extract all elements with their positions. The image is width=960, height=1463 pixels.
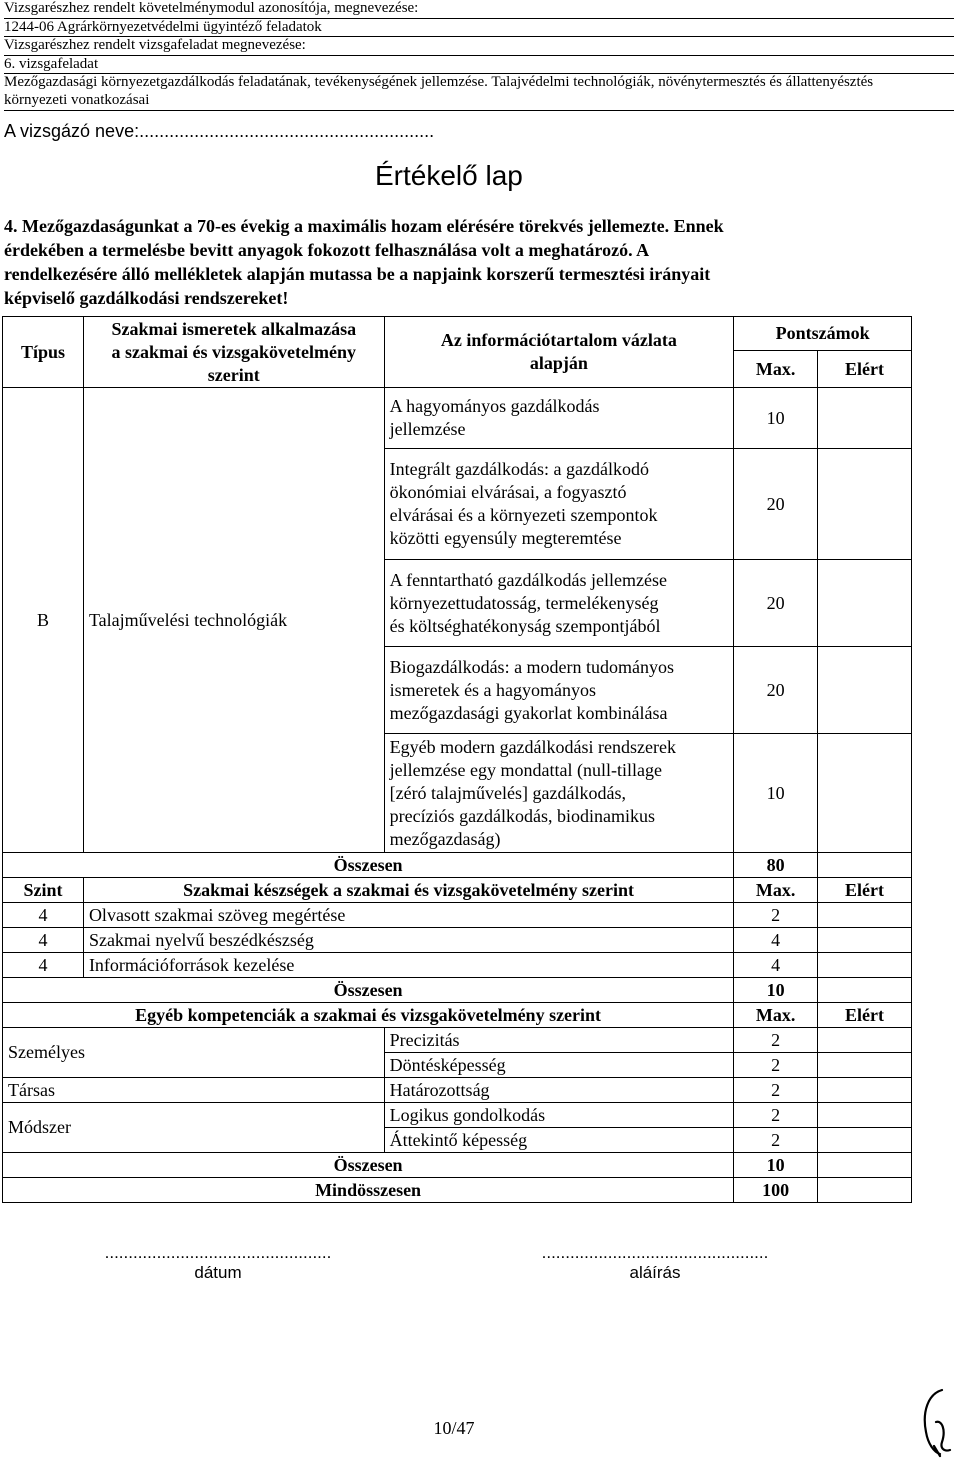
- header-line: Vizsgarészhez rendelt vizsgafeladat megnevezése:: [4, 37, 306, 54]
- max-points: 20: [734, 449, 818, 560]
- skills-header-achieved: Elért: [818, 878, 912, 903]
- competencies-header-title: Egyéb kompetenciák a szakmai és vizsgakövetelmény szerint: [3, 1003, 734, 1028]
- competency-name: Logikus gondolkodás: [384, 1103, 734, 1128]
- col-header-line: Szakmai ismeretek alkalmazása: [111, 318, 357, 339]
- competency-max: 2: [734, 1053, 818, 1078]
- sum-label: Összesen: [3, 853, 734, 878]
- date-block: [88, 1243, 348, 1283]
- info-line: elvárásai és a környezeti szempontok: [389, 505, 658, 525]
- task-description: [4, 214, 906, 310]
- grand-total-label: Mindösszesen: [3, 1178, 734, 1203]
- competency-name: Döntésképesség: [384, 1053, 734, 1078]
- info-item: [384, 734, 734, 853]
- skill-name: Szakmai nyelvű beszédkészség: [83, 928, 733, 953]
- info-line: Egyéb modern gazdálkodási rendszerek: [389, 736, 676, 757]
- skill-level: 4: [3, 953, 84, 978]
- info-line: mezőgazdaság): [389, 828, 501, 849]
- info-line: környezettudatosság, termelékenység: [389, 592, 659, 613]
- skills-header-level: Szint: [3, 878, 84, 903]
- skills-header-max: Max.: [734, 878, 818, 903]
- date-line[interactable]: ................................................: [104, 1243, 332, 1262]
- skills-header-title: Szakmai készségek a szakmai és vizsgakövetelmény szerint: [83, 878, 733, 903]
- skill-max: 2: [734, 903, 818, 928]
- achieved-points-cell[interactable]: [818, 734, 912, 853]
- candidate-name-field: A vizsgázó neve:...........................................................: [4, 121, 435, 141]
- header-line: 1244-06 Agrárkörnyezetvédelmi ügyintéző feladatok: [4, 18, 322, 35]
- info-line: Integrált gazdálkodás: a gazdálkodó: [389, 459, 649, 479]
- competencies-header-max: Max.: [734, 1003, 818, 1028]
- competency-name: Precizitás: [384, 1028, 734, 1053]
- task-line: 4. Mezőgazdaságunkat a 70-es évekig a maximális hozam elérésére törekvés jellemezte. Ennek: [4, 216, 724, 236]
- skill-max: 4: [734, 953, 818, 978]
- signature-label: aláírás: [629, 1263, 681, 1282]
- col-header-achieved: Elért: [818, 351, 912, 388]
- info-line: Biogazdálkodás: a modern tudományos: [389, 656, 675, 677]
- competency-group-method: Módszer: [3, 1103, 385, 1153]
- skill-level: 4: [3, 903, 84, 928]
- sum-achieved-cell[interactable]: [818, 978, 912, 1003]
- page-number: 10/47: [433, 1418, 475, 1438]
- col-header-knowledge: [83, 317, 384, 388]
- info-line: jellemzése: [389, 419, 466, 439]
- competencies-header-achieved: Elért: [818, 1003, 912, 1028]
- sum-achieved-cell[interactable]: [818, 853, 912, 878]
- evaluation-table: [2, 316, 912, 1203]
- max-points: 10: [734, 388, 818, 449]
- info-line: ökonómiai elvárásai, a fogyasztó: [389, 482, 627, 502]
- col-header-type: Típus: [3, 317, 84, 388]
- info-line: és költséghatékonyság szempontjából: [389, 615, 661, 636]
- task-line: rendelkezésére álló mellékletek alapján mutassa be a napjaink korszerű termesztési irányait: [4, 264, 711, 284]
- skill-achieved-cell[interactable]: [818, 953, 912, 978]
- sum-label: Összesen: [3, 978, 734, 1003]
- max-points: 20: [734, 647, 818, 734]
- achieved-points-cell[interactable]: [818, 388, 912, 449]
- achieved-points-cell[interactable]: [818, 560, 912, 647]
- grand-total-achieved-cell[interactable]: [818, 1178, 912, 1203]
- sum-max: 80: [734, 853, 818, 878]
- sum-achieved-cell[interactable]: [818, 1153, 912, 1178]
- signature-line[interactable]: ................................................: [541, 1243, 769, 1262]
- info-line: közötti egyensúly megteremtése: [389, 528, 622, 548]
- skill-max: 4: [734, 928, 818, 953]
- info-line: ismeretek és a hagyományos: [389, 679, 597, 700]
- competency-name: Áttekintő képesség: [384, 1128, 734, 1153]
- info-item: [384, 388, 734, 449]
- col-header-line: szerint: [207, 364, 260, 385]
- type-name: Talajművelési technológiák: [83, 388, 384, 853]
- competency-achieved-cell[interactable]: [818, 1028, 912, 1053]
- info-line: jellemzése egy mondattal (null-tillage: [389, 759, 662, 780]
- signature-block: [525, 1243, 785, 1283]
- info-item: [384, 449, 734, 560]
- task-line: érdekében a termelésbe bevitt anyagok fokozott felhasználása volt a meghatározó. A: [4, 240, 650, 260]
- competency-max: 2: [734, 1078, 818, 1103]
- page-title: Értékelő lap: [375, 160, 523, 191]
- info-item: [384, 560, 734, 647]
- col-header-line: Az információtartalom vázlata: [440, 330, 677, 350]
- skill-achieved-cell[interactable]: [818, 928, 912, 953]
- col-header-max: Max.: [734, 351, 818, 388]
- task-line: képviselő gazdálkodási rendszereket!: [4, 288, 289, 308]
- competency-achieved-cell[interactable]: [818, 1053, 912, 1078]
- sum-max: 10: [734, 1153, 818, 1178]
- date-label: dátum: [194, 1263, 242, 1282]
- max-points: 20: [734, 560, 818, 647]
- col-header-info: [384, 317, 734, 388]
- col-header-points: Pontszámok: [734, 317, 912, 351]
- competency-group-personal: Személyes: [3, 1028, 385, 1078]
- info-line: [zéró talajművelés] gazdálkodás,: [389, 782, 626, 803]
- achieved-points-cell[interactable]: [818, 647, 912, 734]
- header-line: környezeti vonatkozásai: [4, 91, 150, 108]
- col-header-line: alapján: [529, 353, 588, 373]
- header-line: 6. vizsgafeladat: [4, 55, 99, 72]
- handwritten-initial-icon: [918, 1386, 954, 1458]
- header-line: Mezőgazdasági környezetgazdálkodás feladatának, tevékenységének jellemzése. Talajvédelmi technológiák, növénytermesztés és állattenyésztés: [4, 74, 874, 91]
- competency-max: 2: [734, 1103, 818, 1128]
- grand-total-max: 100: [734, 1178, 818, 1203]
- competency-achieved-cell[interactable]: [818, 1128, 912, 1153]
- competency-achieved-cell[interactable]: [818, 1078, 912, 1103]
- info-line: A fenntartható gazdálkodás jellemzése: [389, 569, 667, 590]
- sum-max: 10: [734, 978, 818, 1003]
- sum-label: Összesen: [3, 1153, 734, 1178]
- info-line: precíziós gazdálkodás, biodinamikus: [389, 805, 656, 826]
- achieved-points-cell[interactable]: [818, 449, 912, 560]
- competency-max: 2: [734, 1128, 818, 1153]
- skill-name: Olvasott szakmai szöveg megértése: [83, 903, 733, 928]
- info-item: [384, 647, 734, 734]
- skill-name: Információforrások kezelése: [83, 953, 733, 978]
- competency-name: Határozottság: [384, 1078, 734, 1103]
- info-line: mezőgazdasági gyakorlat kombinálása: [389, 702, 668, 723]
- skill-level: 4: [3, 928, 84, 953]
- competency-max: 2: [734, 1028, 818, 1053]
- info-line: A hagyományos gazdálkodás: [389, 396, 600, 416]
- header-line: Vizsgarészhez rendelt követelménymodul azonosítója, megnevezése:: [4, 0, 419, 16]
- max-points: 10: [734, 734, 818, 853]
- skill-achieved-cell[interactable]: [818, 903, 912, 928]
- competency-achieved-cell[interactable]: [818, 1103, 912, 1128]
- type-letter: B: [3, 388, 84, 853]
- col-header-line: a szakmai és vizsgakövetelmény: [111, 341, 356, 362]
- competency-group-social: Társas: [3, 1078, 385, 1103]
- document-header: [4, 0, 954, 111]
